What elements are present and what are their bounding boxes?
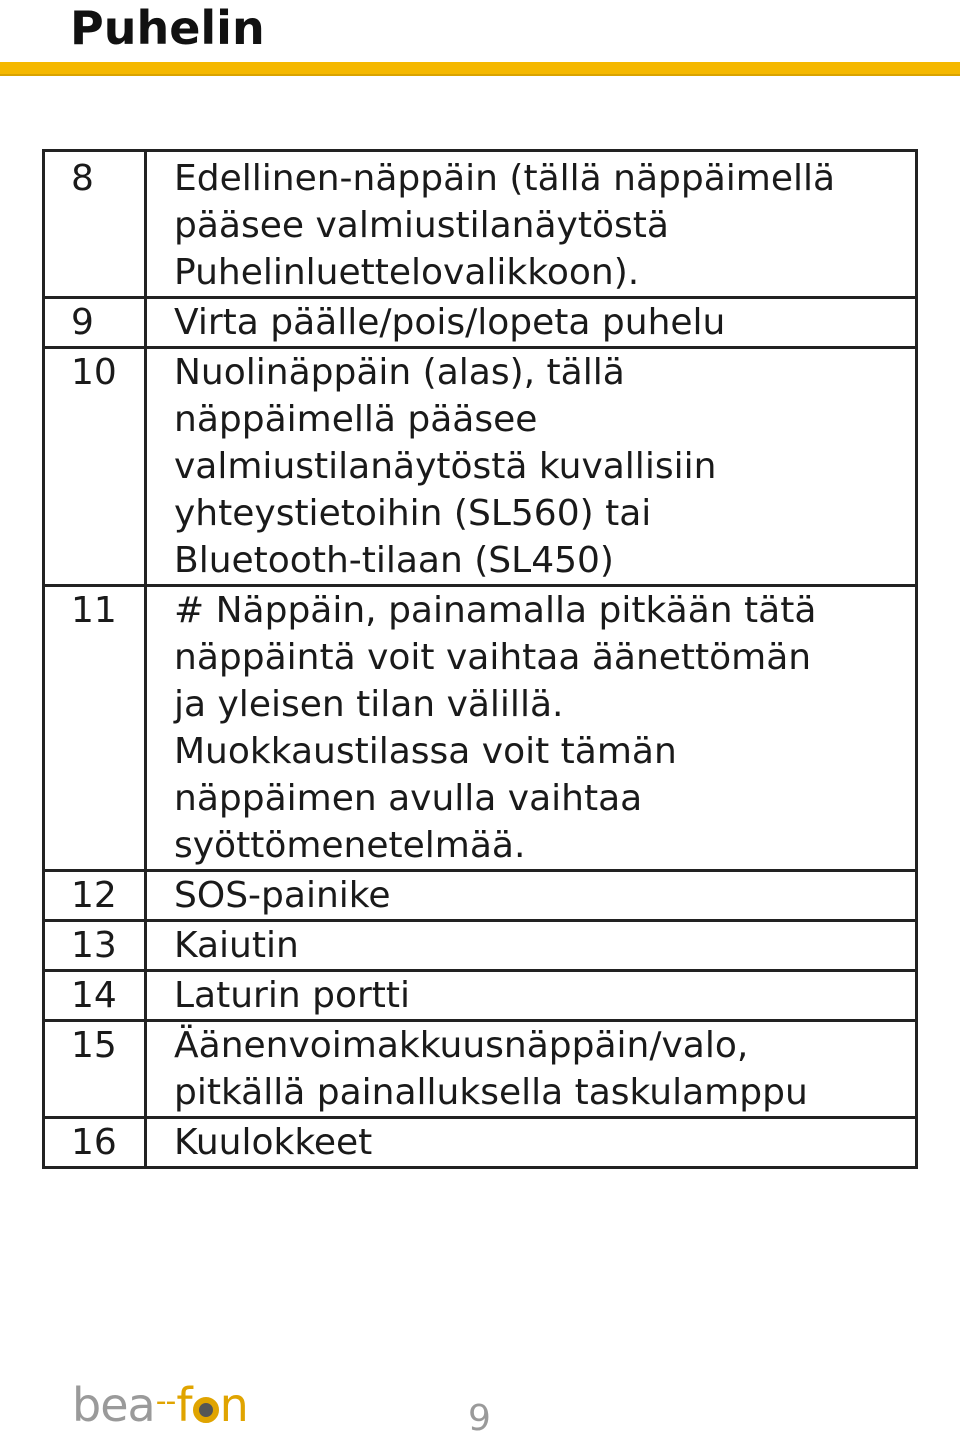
page-number: 9	[468, 1398, 491, 1439]
row-number: 15	[44, 1021, 146, 1118]
row-description	[146, 971, 917, 1021]
description-line: Puhelinluettelovalikkoon).	[174, 252, 640, 293]
description-line: näppäintä voit vaihtaa äänettömän	[174, 637, 812, 678]
row-description	[146, 151, 917, 298]
table-row	[44, 1118, 917, 1168]
row-description	[146, 871, 917, 921]
description-line: Virta päälle/pois/lopeta puhelu	[174, 302, 726, 343]
table-row	[44, 871, 917, 921]
row-number: 12	[44, 871, 146, 921]
description-line: ja yleisen tilan välillä.	[174, 684, 564, 725]
description-line: Muokkaustilassa voit tämän	[174, 731, 677, 772]
row-description	[146, 921, 917, 971]
description-line: # Näppäin, painamalla pitkään tätä	[174, 590, 817, 631]
table-row	[44, 298, 917, 348]
table-row	[44, 1021, 917, 1118]
description-line: yhteystietoihin (SL560) tai	[174, 493, 652, 534]
row-description	[146, 1118, 917, 1168]
description-line: valmiustilanäytöstä kuvallisiin	[174, 446, 717, 487]
table-row	[44, 348, 917, 586]
description-line: Nuolinäppäin (alas), tällä	[174, 352, 625, 393]
description-line: Edellinen-näppäin (tällä näppäimellä	[174, 158, 836, 199]
description-line: näppäimellä pääsee	[174, 399, 538, 440]
row-description	[146, 1021, 917, 1118]
logo-text-n: n	[219, 1378, 248, 1432]
row-number: 13	[44, 921, 146, 971]
row-description	[146, 586, 917, 871]
description-line: Kuulokkeet	[174, 1122, 373, 1163]
description-line: pääsee valmiustilanäytöstä	[174, 205, 669, 246]
description-line: näppäimen avulla vaihtaa	[174, 778, 643, 819]
row-number: 14	[44, 971, 146, 1021]
logo-text-f: f	[176, 1378, 192, 1432]
brand-logo	[72, 1378, 248, 1432]
page-title: Puhelin	[70, 1, 265, 55]
table-row	[44, 921, 917, 971]
row-number: 10	[44, 348, 146, 586]
table-row	[44, 971, 917, 1021]
key-description-table	[42, 149, 918, 1169]
logo-dot-icon	[193, 1397, 219, 1423]
description-line: pitkällä painalluksella taskulamppu	[174, 1072, 808, 1113]
table-row	[44, 151, 917, 298]
logo-text-bea: bea	[72, 1378, 155, 1432]
description-line: SOS-painike	[174, 875, 391, 916]
row-number: 8	[44, 151, 146, 298]
description-line: Äänenvoimakkuusnäppäin/valo,	[174, 1025, 749, 1066]
description-line: Laturin portti	[174, 975, 411, 1016]
row-description	[146, 348, 917, 586]
row-number: 16	[44, 1118, 146, 1168]
description-line: Bluetooth-tilaan (SL450)	[174, 540, 614, 581]
table-row	[44, 586, 917, 871]
description-line: Kaiutin	[174, 925, 299, 966]
logo-separator: --	[155, 1384, 176, 1419]
row-description	[146, 298, 917, 348]
row-number: 11	[44, 586, 146, 871]
header-accent-rule	[0, 62, 960, 76]
description-line: syöttömenetelmää.	[174, 825, 526, 866]
table-body	[44, 151, 917, 1168]
row-number: 9	[44, 298, 146, 348]
